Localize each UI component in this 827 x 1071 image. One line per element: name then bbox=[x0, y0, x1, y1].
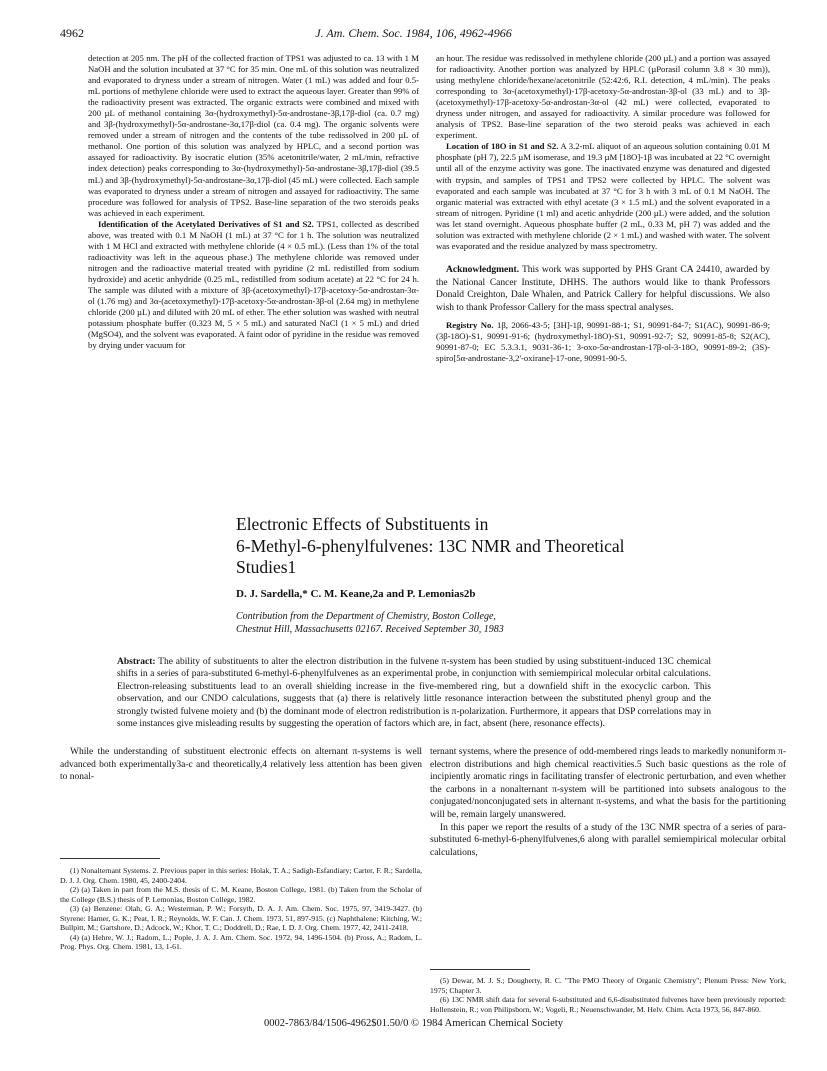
abstract-text: The ability of substituents to alter the electron distribution in the fulvene π-system has been studied by using substituent-induced 13C chemical shifts in a series of para-substituted 6-methyl-6-phenylfulvenes as an experimental probe, in conjunction with semiempirical molecular orbital calculations. Electron-releasing substituents lead to an overall shielding increase in the five-membered ring, but a downfield shift in the exocyclic carbon. This observation, and our CNDO calculations, suggests that (a) there is relatively little resonance interaction between the substituted phenyl group and the strongly twisted fulvene moiety and (b) the dominant mode of electron redistribution is π-polarization. Furthermore, it appears that DSP correlations may in some instances give misleading results by suggesting the operation of factors which are, in fact, absent (here, resonance effects). bbox=[117, 657, 711, 730]
footnote-1: (1) Nonalternant Systems. 2. Previous paper in this series: Holak, T. A.; Sadigh-Esfandiary; Carter, F. R.; Sardella, D. J. J. Org. Chem. 1980, 45, 2400-2404. bbox=[60, 866, 422, 885]
registry-paragraph bbox=[436, 320, 770, 364]
location-text: A 3.2-mL aliquot of an aqueous solution containing 0.01 M phosphate (pH 7), 22.5 µM isomerase, and 19.3 µM [18O]-1β was incubated at 22 °C overnight until all of the enzyme activity was gone. The inactivated enzyme was denatured and digested with trypsin, and samples of TPS1 and TPS2 were collected by HPLC. The solvent was evaporated and each sample was incubated at 37 °C for 3 h with 3 mL of 0.1 M NaOH. The organic material was extracted with ethyl acetate (3 × 1.5 mL) and the solvent evaporated in a stream of nitrogen. Pyridine (1 ml) and acetic anhydride (200 µL) were added, and the solution was let stand overnight. Aqueous phosphate buffer (2 mL, 0.33 M, pH 7) was added and the solution was extracted with methylene chloride (2 × 1 mL) and washed with water. The solvent was evaporated and the residue analyzed by mass spectrometry. bbox=[436, 141, 771, 251]
intro-paragraph-left: While the understanding of substituent electronic effects on alternant π-systems is well advanced both experimentally3a-c and theoretically,4 relatively less attention has been given to nonal- bbox=[60, 747, 422, 783]
registry-heading: Registry No. bbox=[446, 320, 494, 331]
experimental-paragraph: detection at 205 nm. The pH of the collected fraction of TPS1 was adjusted to ca. 13 with 1 M NaOH and the solution incubated at 37 °C for 35 min. One mL of this solution was neutralized and evaporated to dryness under a stream of nitrogen. Water (1 mL) was added and four 0.5-mL portions of methylene chloride were used to extract the aqueous layer. Greater than 99% of the radioactivity present was extracted. The organic extracts were combined and mixed with 200 µL of methanol containing 3α-(hydroxymethyl)-5α-androstane-3β,17β-diol (ca. 0.7 mg) and 3β-(hydroxymethyl)-5α-androstane-3α,17β-diol (ca. 0.4 mg). The organic solvents were removed under a stream of nitrogen and the contents of the tube redissolved in 200 µL of methanol. One portion of this solution was analyzed by HPLC, and a second portion was assayed for radioactivity. By isocratic elution (35% acetonitrile/water, 2 mL/min, refractive index detection) peaks corresponding to 3α-(hydroxymethyl)-5α-androstane-3β,17β-diol (39.5 mL) and 3β-(hydroxymethyl)-5α-androstane-3α,17β-diol (45 mL) were collected. Each sample was evaporated to dryness under a stream of nitrogen and assayed for radioactivity. The same procedure was followed for analysis of TPS2. Base-line separation of the two steroids peaks was achieved in each experiment. bbox=[88, 53, 419, 218]
acetylated-text: TPS1, collected as described above, was treated with 0.1 M NaOH (1 mL) at 37 °C for 1 h. The solution was neutralized with 1 M HCl and extracted with methylene chloride (4 × 0.5 mL). (Less than 1% of the total radioactivity was left in the aqueous phase.) The methylene chloride was removed under nitrogen and the radioactive material treated with pyridine (2 mL redistilled from sodium hydroxide) and acetic anhydride (0.25 mL, redistilled from sodium acetate) at 22 °C for 24 h. The sample was diluted with a mixture of 3β-(acetoxymethyl)-17β-acetoxy-5α-androstan-3α-ol (1.76 mg) and 3α-(acetoxymethyl)-17β-acetoxy-5α-androstan-3β-ol (2.64 mg) in methylene chloride (200 µL) and diluted with 20 mL of ether. The ether solution was washed with neutral potassium phosphate buffer (0.323 M, 5 × 5 mL) and saturated NaCl (1 × 5 mL) and dried (MgSO4), and the solvent was evaporated. A faint odor of pyridine in the residue was removed by drying under vacuum for bbox=[88, 218, 419, 351]
article-title bbox=[236, 514, 736, 579]
running-header: J. Am. Chem. Soc. 1984, 106, 4962-4966 bbox=[315, 26, 512, 40]
intro-paragraph-right: ternant systems, where the presence of odd-membered rings leads to markedly nonuniform π-electron distributions and high chemical reactivities.5 Such basic questions as the role of incipiently aromatic rings in facilitating transfer of electronic perturbation, and even whether the carbons in a nonalternant π-system will be partitioned into subsets analogous to the conjugated/nonconjugated sets in alternant π-systems, and what the basis for the partitioning will be, remain largely unanswered. bbox=[430, 747, 786, 820]
acknowledgment-paragraph bbox=[436, 264, 770, 315]
copyright-footer: 0002-7863/84/1506-4962$01.50/0 © 1984 American Chemical Society bbox=[263, 1018, 564, 1029]
registry-text: 1β, 2066-43-5; [3H]-1β, 90991-88-1; S1, 90991-84-7; S1(AC), 90991-86-9; (3β-18O)-S1, 90991-91-6; (hydroxymethyl-18O)-S1, 90991-92-7; S2, 90991-85-8; S2(AC), 90991-87-0; EC 5.3.3.1, 9031-36-1; 3-oxo-5α-androstan-17β-ol-3-18O, 90991-89-2; (3S)-spiro[5α-androstane-3,2'-oxirane]-17-one, 90991-90-5. bbox=[436, 320, 770, 364]
intro-paragraph-right-2: In this paper we report the results of a study of the 13C NMR spectra of a series of para-substituted 6-methyl-6-phenylfulvenes,6 along with parallel semiempirical molecular orbital calculations, bbox=[430, 822, 786, 858]
title-line-2: 6-Methyl-6-phenylfulvenes: 13C NMR and Theoretical bbox=[236, 535, 625, 556]
top-left-column bbox=[88, 53, 419, 351]
acknowledgment-text: This work was supported by PHS Grant CA 24410, awarded by the National Cancer Institute, DHHS. The authors would like to thank Professors Donald Creighton, Dale Whalen, and Patrick Callery for helpful discussions. We also wish to thank Professor Callery for the mass spectral analyses. bbox=[436, 264, 770, 314]
acetylated-paragraph bbox=[88, 219, 419, 352]
title-line-1: Electronic Effects of Substituents in bbox=[236, 514, 489, 534]
author-list: D. J. Sardella,* C. M. Keane,2a and P. Lemonias2b bbox=[236, 588, 476, 600]
acetylated-heading: Identification of the Acetylated Derivatives of S1 and S2. bbox=[98, 218, 314, 229]
acknowledgment-heading: Acknowledgment. bbox=[446, 264, 520, 275]
affiliation-line-1: Contribution from the Department of Chemistry, Boston College, bbox=[236, 611, 496, 622]
body-right-column bbox=[430, 746, 786, 859]
affiliation bbox=[236, 610, 696, 636]
footnote-5: (5) Dewar, M. J. S.; Dougherty, R. C. "The PMO Theory of Organic Chemistry"; Plenum Press: New York, 1975; Chapter 3. bbox=[430, 976, 786, 995]
abstract bbox=[117, 656, 711, 730]
footnote-rule-right bbox=[430, 969, 530, 970]
footnote-rule-left bbox=[60, 858, 160, 859]
location-heading: Location of 18O in S1 and S2. bbox=[446, 141, 559, 152]
footnotes-right bbox=[430, 976, 786, 1014]
affiliation-line-2: Chestnut Hill, Massachusetts 02167. Received September 30, 1983 bbox=[236, 624, 504, 635]
page-number: 4962 bbox=[60, 26, 84, 40]
top-right-column bbox=[436, 53, 770, 364]
location-paragraph bbox=[436, 141, 770, 251]
footnotes-left bbox=[60, 866, 422, 952]
footnote-4: (4) (a) Hehre, W. J.; Radom, L.; Pople, J. A. J. Am. Chem. Soc. 1972, 94, 1496-1504. (b) Pross, A.; Radom, L. Prog. Phys. Org. Chem. 1981, 13, 1-61. bbox=[60, 932, 422, 951]
body-left-column bbox=[60, 746, 422, 784]
footnote-6: (6) 13C NMR shift data for several 6-substituted and 6,6-disubstituted fulvenes have been previously reported: Hollenstein, R.; von Philipsborn, W.; Vogeli, R.; Neuenschwander, M. Helv. Chim. Acta 1973, 56, 847-860. bbox=[430, 995, 786, 1014]
hplc-paragraph: an hour. The residue was redissolved in methylene chloride (200 µL) and a portion was assayed for radioactivity. Another portion was analyzed by HPLC (µPorasil column 3.8 × 30 mm)), using methylene chloride/hexane/acetonitrile (52:42:6, R.I. detection, 4 mL/min). The peaks corresponding to 3α-(acetoxymethyl)-17β-acetoxy-5α-androstan-3β-ol (33 mL) and to 3β-(acetoxymethyl)-17β-acetoxy-5α-androstan-3α-ol (42 mL) were collected, evaporated to dryness under nitrogen, and assayed for radioactivity. A similar procedure was followed for analysis of TPS2. Base-line separation of the two steroid peaks was achieved in each experiment. bbox=[436, 53, 770, 141]
title-line-3: Studies1 bbox=[236, 557, 297, 577]
footnote-3: (3) (a) Benzene: Olah, G. A.; Westerman, P. W.; Forsyth, D. A. J. Am. Chem. Soc. 1975, 97, 3419-3427. (b) Styrene: Hamer, G. K.; Peat, I. R.; Reynolds, W. F. Can. J. Chem. 1973, 51, 897-915. (c) Naphthalene: Kitching, W.; Bullpitt, M.; Gartshore, D.; Adcock, W.; Khor, T. C.; Doddrell, D.; Rae, I. D. J. Org. Chem. 1977, 42, 2411-2418. bbox=[60, 904, 422, 932]
abstract-label: Abstract: bbox=[117, 657, 156, 667]
footnote-2: (2) (a) Taken in part from the M.S. thesis of C. M. Keane, Boston College, 1981. (b) Taken from the Scholar of the College (B.S.) thesis of P. Lemonias, Boston College, 1982. bbox=[60, 885, 422, 904]
